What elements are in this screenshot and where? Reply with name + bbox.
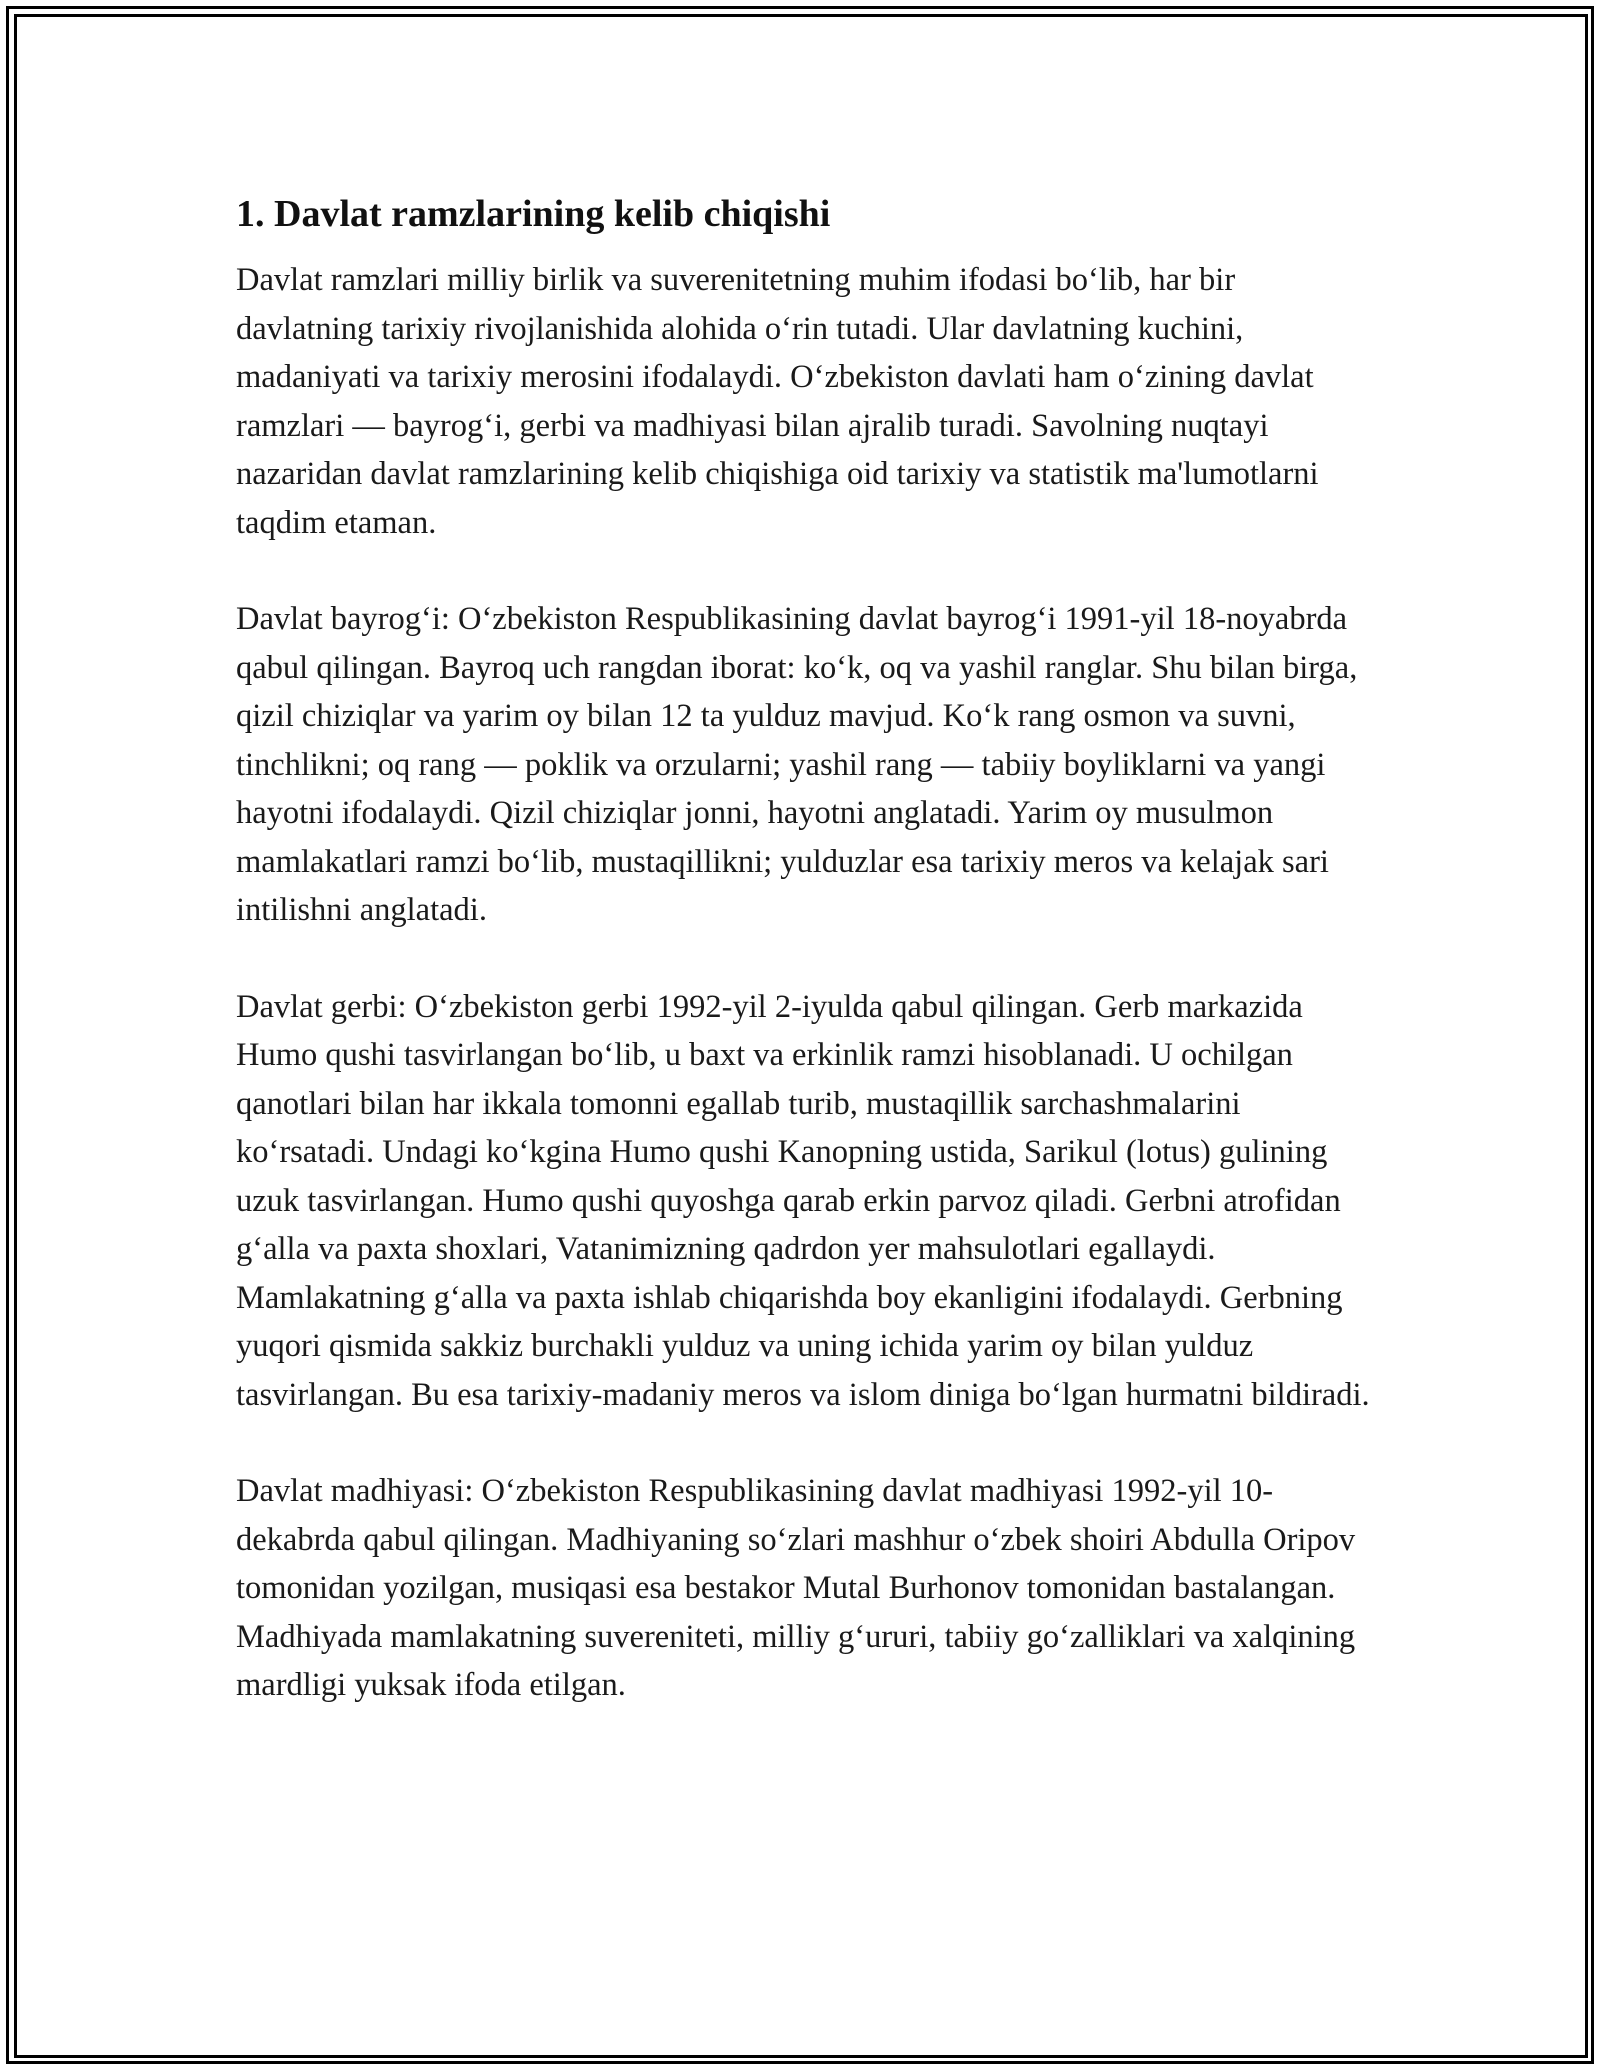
- paragraph-anthem: Davlat madhiyasi: O‘zbekiston Respublikasining davlat madhiyasi 1992-yil 10-dekabrda qabul qilingan. Madhiyaning so‘zlari mashhur o‘zbek shoiri Abdulla Oripov tomonidan yozilgan, musiqasi esa bestakor Mutal Burhonov tomonidan bastalangan. Madhiyada mamlakatning suvereniteti, milliy g‘ururi, tabiiy go‘zalliklari va xalqining mardligi yuksak ifoda etilgan.: [236, 1473, 1356, 1703]
- paragraph-emblem: Davlat gerbi: O‘zbekiston gerbi 1992-yil 2-iyulda qabul qilingan. Gerb markazida Humo qushi tasvirlangan bo‘lib, u baxt va erkinlik ramzi hisoblanadi. U ochilgan qanotlari bilan har ikkala tomonni egallab turib, mustaqillik sarchashmalarini ko‘rsatadi. Undagi ko‘kgina Humo qushi Kanopning ustida, Sarikul (lotus) gulining uzuk tasvirlangan. Humo qushi quyoshga qarab erkin parvoz qiladi. Gerbni atrofidan g‘alla va paxta shoxlari, Vatanimizning qadrdon yer mahsulotlari egallaydi. Mamlakatning g‘alla va paxta ishlab chiqarishda boy ekanligini ifodalaydi. Gerbning yuqori qismida sakkiz burchakli yulduz va uning ichida yarim oy bilan yulduz tasvirlangan. Bu esa tarixiy-madaniy meros va islom diniga bo‘lgan hurmatni bildiradi.: [236, 988, 1370, 1413]
- section-title: 1. Davlat ramzlarining kelib chiqishi: [236, 193, 831, 235]
- paragraph-intro: Davlat ramzlari milliy birlik va suverenitetning muhim ifodasi bo‘lib, har bir davlatning tarixiy rivojlanishida alohida o‘rin tutadi. Ular davlatning kuchini, madaniyati va tarixiy merosini ifodalaydi. O‘zbekiston davlati ham o‘zining davlat ramzlari — bayrog‘i, gerbi va madhiyasi bilan ajralib turadi. Savolning nuqtayi nazaridan davlat ramzlarining kelib chiqishiga oid tarixiy va statistik ma'lumotlarni taqdim etaman.: [236, 262, 1319, 541]
- paragraph-flag: Davlat bayrog‘i: O‘zbekiston Respublikasining davlat bayrog‘i 1991-yil 18-noyabrda qabul qilingan. Bayroq uch rangdan iborat: ko‘k, oq va yashil ranglar. Shu bilan birga, qizil chiziqlar va yarim oy bilan 12 ta yulduz mavjud. Ko‘k rang osmon va suvni, tinchlikni; oq rang — poklik va orzularni; yashil rang — tabiiy boyliklarni va yangi hayotni ifodalaydi. Qizil chiziqlar jonni, hayotni anglatadi. Yarim oy musulmon mamlakatlari ramzi bo‘lib, mustaqillikni; yulduzlar esa tarixiy meros va kelajak sari intilishni anglatadi.: [236, 601, 1358, 928]
- document-body: [236, 188, 1376, 1710]
